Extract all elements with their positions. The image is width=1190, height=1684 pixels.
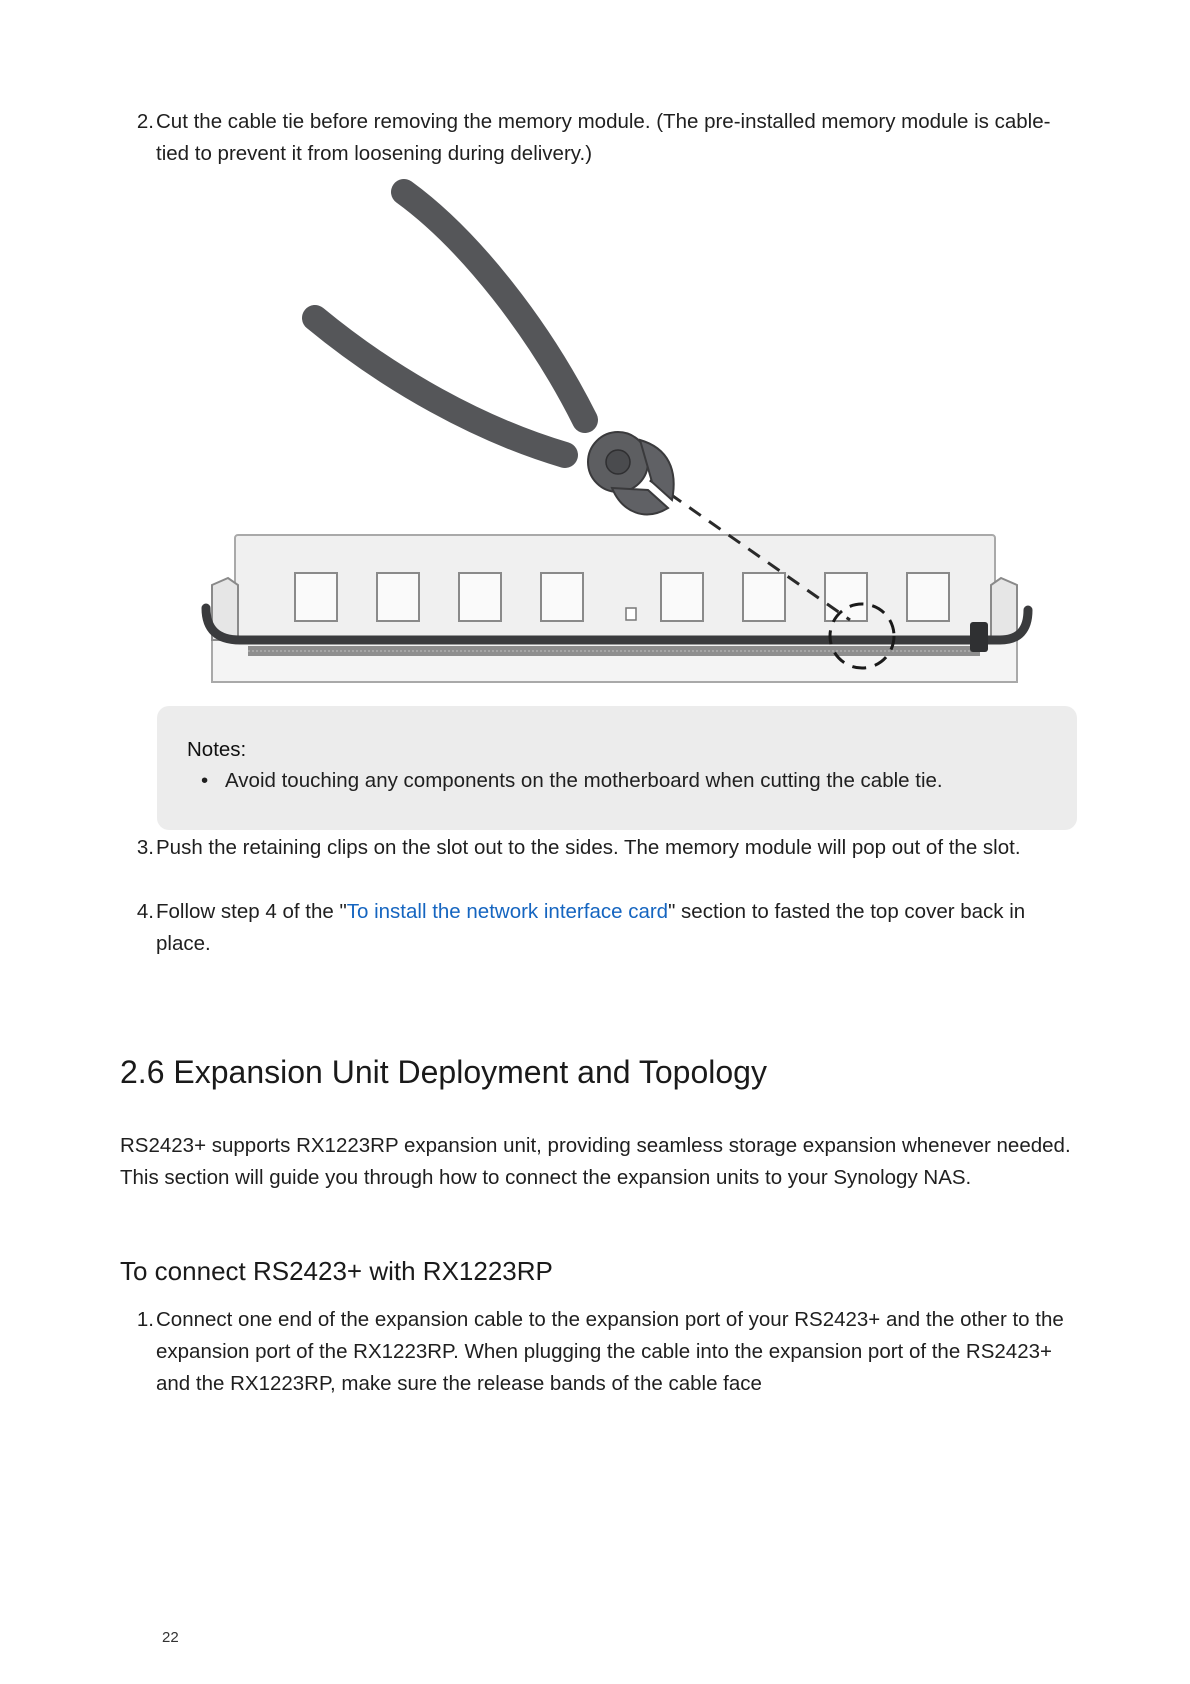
notes-title: Notes: bbox=[187, 738, 247, 761]
page-number: 22 bbox=[162, 1629, 179, 1646]
section-paragraph: RS2423+ supports RX1223RP expansion unit, providing seamless storage expansion whenever needed. This section will guide you through how to connect the expansion units to your Synology NAS. bbox=[120, 1134, 1071, 1189]
notes-item bbox=[201, 767, 943, 795]
step-number: 3. bbox=[136, 836, 154, 859]
network-interface-card-link[interactable]: To install the network interface card bbox=[346, 900, 669, 923]
step-number: 2. bbox=[136, 110, 154, 133]
step-text: Connect one end of the expansion cable to the expansion port of your RS2423+ and the other to the expansion port of the RX1223RP. When plugging the cable into the expansion port of the RS2423+ and the RX1223RP, make sure the release bands of the cable face bbox=[156, 1308, 1064, 1395]
connect-step-1 bbox=[120, 1304, 1080, 1400]
step-2 bbox=[120, 106, 1080, 170]
step-text: Push the retaining clips on the slot out to the sides. The memory module will pop out of the slot. bbox=[156, 836, 1021, 859]
cable-tie-cutting-illustration bbox=[180, 175, 1050, 690]
step-text-after: " section to fasted the top cover back in place. bbox=[156, 900, 1026, 955]
step-text-before: Follow step 4 of the " bbox=[156, 900, 347, 923]
section-heading: 2.6 Expansion Unit Deployment and Topology bbox=[120, 1054, 767, 1090]
bullet-icon: • bbox=[201, 769, 209, 792]
subsection-heading: To connect RS2423+ with RX1223RP bbox=[120, 1256, 553, 1286]
step-4 bbox=[120, 896, 1080, 960]
notes-box bbox=[157, 706, 1077, 830]
notes-item-text: Avoid touching any components on the motherboard when cutting the cable tie. bbox=[225, 769, 943, 792]
step-number: 1. bbox=[136, 1308, 154, 1331]
step-3 bbox=[120, 832, 1080, 864]
step-text bbox=[156, 896, 1080, 960]
step-number: 4. bbox=[136, 900, 154, 923]
step-text: Cut the cable tie before removing the memory module. (The pre-installed memory module is cable-tied to prevent it from loosening during delivery.) bbox=[156, 110, 1051, 165]
